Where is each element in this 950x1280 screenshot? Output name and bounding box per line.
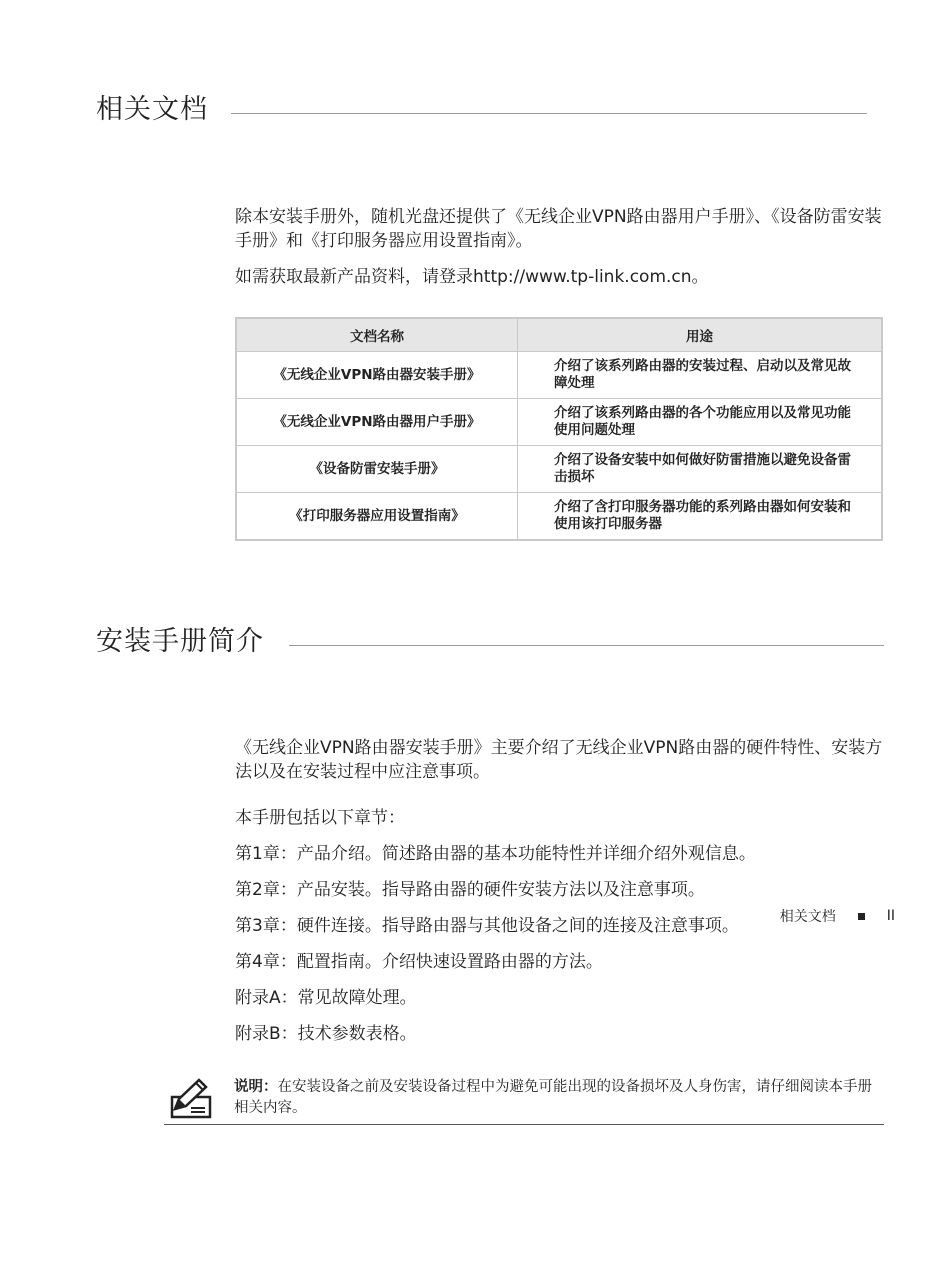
doc-name-cell: 《无线企业VPN路由器安装手册》 [236, 352, 518, 399]
table-row [236, 446, 882, 493]
documents-table [235, 317, 883, 541]
list-item: 第1章：产品介绍。简述路由器的基本功能特性并详细介绍外观信息。 [235, 844, 756, 864]
list-item: 第2章：产品安装。指导路由器的硬件安装方法以及注意事项。 [235, 880, 705, 900]
doc-usage-cell: 介绍了设备安装中如何做好防雷措施以避免设备雷击损坏 [518, 446, 883, 493]
doc-name-cell: 《无线企业VPN路由器用户手册》 [236, 399, 518, 446]
note-label: 说明： [234, 1079, 278, 1095]
footer-separator [858, 913, 865, 920]
column-header-doc-name: 文档名称 [236, 318, 518, 352]
column-header-usage: 用途 [518, 318, 883, 352]
table-row [236, 493, 882, 541]
website-paragraph: 如需获取最新产品资料，请登录http://www.tp-link.com.cn。 [235, 267, 709, 287]
table-header-row [236, 318, 882, 352]
list-item: 附录B：技术参数表格。 [235, 1024, 417, 1044]
page-footer [780, 906, 895, 926]
list-item: 附录A：常见故障处理。 [235, 988, 417, 1008]
note-pencil-icon [169, 1077, 213, 1119]
doc-name-cell: 《打印服务器应用设置指南》 [236, 493, 518, 541]
doc-name-cell: 《设备防雷安装手册》 [236, 446, 518, 493]
table-row [236, 352, 882, 399]
note-box [164, 1074, 884, 1125]
section-title-manual-intro: 安装手册简介 [96, 626, 264, 657]
section-divider [289, 645, 884, 646]
footer-section-name: 相关文档 [779, 909, 836, 925]
list-item: 第3章：硬件连接。指导路由器与其他设备之间的连接及注意事项。 [235, 916, 739, 936]
intro-paragraph: 除本安装手册外，随机光盘还提供了《无线企业VPN路由器用户手册》、《设备防雷安装手册》和《打印服务器应用设置指南》。 [235, 207, 882, 251]
manual-intro-paragraph: 《无线企业VPN路由器安装手册》主要介绍了无线企业VPN路由器的硬件特性、安装方法以及在安装过程中应注意事项。 [235, 738, 883, 782]
doc-usage-cell: 介绍了该系列路由器的各个功能应用以及常见功能使用问题处理 [518, 399, 883, 446]
note-text [234, 1077, 884, 1119]
page-number: II [886, 908, 895, 924]
section-divider [231, 113, 867, 114]
table-row [236, 399, 882, 446]
note-body: 在安装设备之前及安装设备过程中为避免可能出现的设备损坏及人身伤害，请仔细阅读本手册相关内容。 [234, 1079, 872, 1116]
doc-usage-cell: 介绍了该系列路由器的安装过程、启动以及常见故障处理 [518, 352, 883, 399]
doc-usage-cell: 介绍了含打印服务器功能的系列路由器如何安装和使用该打印服务器 [518, 493, 883, 541]
chapter-list-intro: 本手册包括以下章节： [235, 808, 405, 828]
chapter-list [235, 806, 756, 1058]
section-title-related-docs: 相关文档 [96, 94, 208, 125]
list-item: 第4章：配置指南。介绍快速设置路由器的方法。 [235, 952, 603, 972]
